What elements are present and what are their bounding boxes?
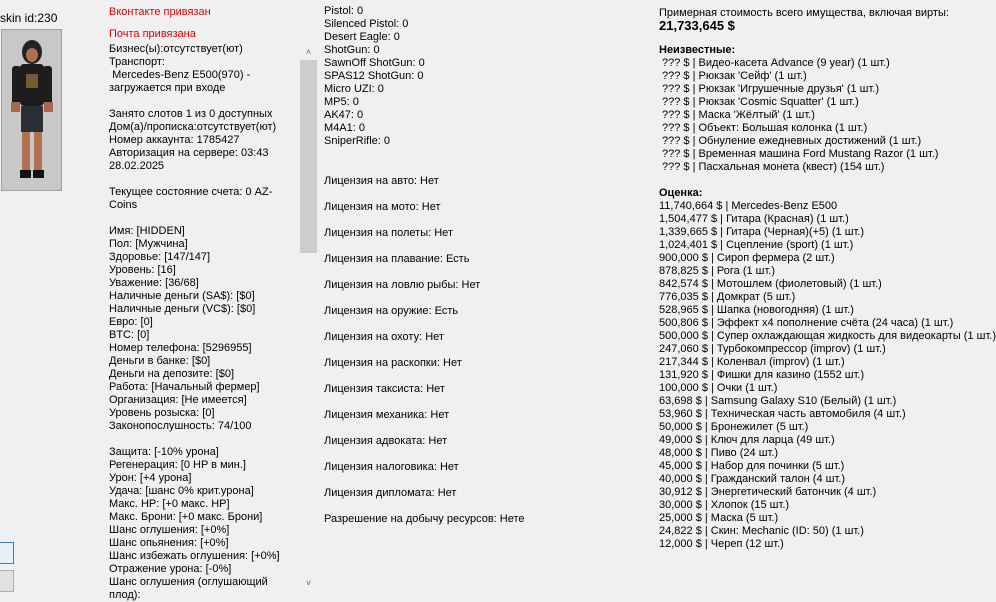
license-row: Лицензия на охоту: Нет (324, 331, 444, 343)
estimate-item-row: 1,339,665 $ | Гитара (Черная)(+5) (1 шт.) (659, 226, 865, 238)
estimate-title: Оценка: (659, 187, 703, 199)
unknown-item-row: ??? $ | Видео-касета Advance (9 year) (1 шт.) (662, 57, 890, 69)
info-line: Авторизация на сервере: 03:43 (109, 147, 269, 159)
left-button-2[interactable] (0, 570, 14, 592)
estimate-item-row: 11,740,664 $ | Mercedes-Benz E500 (659, 200, 838, 212)
info-line: Номер аккаунта: 1785427 (109, 134, 240, 146)
info-line: загружается при входе (109, 82, 226, 94)
estimate-item-row: 500,806 $ | Эффект x4 пополнение счёта (24 часа) (1 шт.) (659, 317, 954, 329)
estimate-item-row: 247,060 $ | Турбокомпрессор (improv) (1 шт.) (659, 343, 886, 355)
info-line: Текущее состояние счета: 0 AZ- (109, 186, 273, 198)
scroll-down-icon[interactable]: ˅ (305, 578, 312, 588)
info-line: Отражение урона: [-0%] (109, 563, 232, 575)
estimate-item-row: 63,698 $ | Samsung Galaxy S10 (Белый) (1 шт.) (659, 395, 897, 407)
unknown-item-row: ??? $ | Рюкзак 'Игрушечные друзья' (1 шт.) (662, 83, 880, 95)
character-figure-icon (2, 30, 61, 190)
info-line: Mercedes-Benz E500(970) - (109, 69, 251, 81)
estimate-item-row: 40,000 $ | Гражданский талон (4 шт.) (659, 473, 846, 485)
weapon-row: SawnOff ShotGun: 0 (324, 57, 425, 69)
weapon-row: SPAS12 ShotGun: 0 (324, 70, 424, 82)
account-info-list (109, 43, 299, 602)
info-line: Макс. HP: [+0 макс. HP] (109, 498, 230, 510)
info-line: Пол: [Мужчина] (109, 238, 188, 250)
unknown-item-row: ??? $ | Временная машина Ford Mustang Razor (1 шт.) (662, 148, 939, 160)
info-line: Организация: [Не имеется] (109, 394, 247, 406)
info-line: 28.02.2025 (109, 160, 165, 172)
license-row: Лицензия налоговика: Нет (324, 461, 459, 473)
estimate-item-row: 48,000 $ | Пиво (24 шт.) (659, 447, 779, 459)
info-line: Coins (109, 199, 138, 211)
estimate-item-row: 500,000 $ | Супер охлаждающая жидкость для видеокарты (1 шт.) (659, 330, 996, 342)
info-line: Работа: [Начальный фермер] (109, 381, 260, 393)
weapon-row: Desert Eagle: 0 (324, 31, 400, 43)
estimate-item-row: 842,574 $ | Мотошлем (фиолетовый) (1 шт.) (659, 278, 882, 290)
left-button-1[interactable] (0, 542, 14, 564)
unknown-item-row: ??? $ | Пасхальная монета (квест) (154 шт.) (662, 161, 885, 173)
estimate-item-row: 50,000 $ | Бронежилет (5 шт.) (659, 421, 809, 433)
info-line: Шанс оглушения: [+0%] (109, 524, 230, 536)
estimate-item-row: 528,965 $ | Шапка (новогодняя) (1 шт.) (659, 304, 854, 316)
info-line: Шанс опьянения: [+0%] (109, 537, 229, 549)
info-line: Номер телефона: [5296955] (109, 342, 252, 354)
estimate-item-row: 900,000 $ | Сироп фермера (2 шт.) (659, 252, 835, 264)
estimate-items-list (659, 200, 996, 551)
license-row: Лицензия на ловлю рыбы: Нет (324, 279, 481, 291)
license-row: Лицензия на раскопки: Нет (324, 357, 462, 369)
info-line: Уважение: [36/68] (109, 277, 199, 289)
estimate-item-row: 53,960 $ | Техническая часть автомобиля (4 шт.) (659, 408, 906, 420)
weapons-list (324, 5, 425, 148)
estimate-item-row: 878,825 $ | Рога (1 шт.) (659, 265, 776, 277)
estimate-item-row: 30,912 $ | Энергетический батончик (4 шт.) (659, 486, 877, 498)
info-line: Имя: [HIDDEN] (109, 225, 185, 237)
mail-status: Почта привязана (109, 28, 196, 40)
scroll-up-icon[interactable]: ˄ (305, 47, 312, 57)
info-line: Транспорт: (109, 56, 165, 68)
info-line: Занято слотов 1 из 0 доступных (109, 108, 273, 120)
unknown-title: Неизвестные: (659, 44, 736, 56)
skin-id-label: skin id:230 (0, 11, 58, 25)
info-line: Уровень розыска: [0] (109, 407, 215, 419)
vk-status: Вконтакте привязан (109, 6, 211, 18)
info-line: Наличные деньги (VC$): [$0] (109, 303, 256, 315)
license-row: Лицензия на плавание: Есть (324, 253, 470, 265)
unknown-item-row: ??? $ | Рюкзак 'Cosmic Squatter' (1 шт.) (662, 96, 859, 108)
info-line: Уровень: [16] (109, 264, 176, 276)
estimate-item-row: 25,000 $ | Маска (5 шт.) (659, 512, 779, 524)
unknown-items-list (662, 57, 938, 174)
info-line: Наличные деньги (SA$): [$0] (109, 290, 255, 302)
unknown-item-row: ??? $ | Маска 'Жёлтый' (1 шт.) (662, 109, 815, 121)
estimate-item-row: 100,000 $ | Очки (1 шт.) (659, 382, 778, 394)
info-line: Шанс оглушения (оглушающий плод): (109, 576, 271, 601)
estimate-item-row: 12,000 $ | Череп (12 шт.) (659, 538, 784, 550)
weapon-row: M4A1: 0 (324, 122, 365, 134)
estimate-item-row: 776,035 $ | Домкрат (5 шт.) (659, 291, 796, 303)
info-line (109, 173, 299, 186)
estimate-item-row: 30,000 $ | Хлопок (15 шт.) (659, 499, 790, 511)
info-line: Шанс избежать оглушения: [+0%] (109, 550, 280, 562)
unknown-item-row: ??? $ | Рюкзак 'Сейф' (1 шт.) (662, 70, 807, 82)
estimate-item-row: 49,000 $ | Ключ для ларца (49 шт.) (659, 434, 835, 446)
info-line: Регенерация: [0 HP в мин.] (109, 459, 246, 471)
info-line: Макс. Брони: [+0 макс. Брони] (109, 511, 263, 523)
license-row: Лицензия механика: Нет (324, 409, 450, 421)
info-line: Дом(а)/прописка:отсутствует(ют) (109, 121, 277, 133)
info-line: Евро: [0] (109, 316, 153, 328)
info-line: BTC: [0] (109, 329, 150, 341)
worth-title: Примерная стоимость всего имущества, включая вирты: (659, 7, 949, 19)
estimate-item-row: 131,920 $ | Фишки для казино (1552 шт.) (659, 369, 865, 381)
info-line: Законопослушность: 74/100 (109, 420, 252, 432)
info-line: Защита: [-10% урона] (109, 446, 219, 458)
info-line (109, 95, 299, 108)
info-line: Деньги на депозите: [$0] (109, 368, 235, 380)
weapon-row: Silenced Pistol: 0 (324, 18, 409, 30)
info-line (109, 212, 299, 225)
info-line: Деньги в банке: [$0] (109, 355, 211, 367)
license-row: Лицензия на полеты: Нет (324, 227, 453, 239)
skin-preview-image (1, 29, 62, 191)
info-line: Удача: [шанс 0% крит.урона] (109, 485, 254, 497)
estimate-item-row: 45,000 $ | Набор для починки (5 шт.) (659, 460, 845, 472)
license-row: Разрешение на добычу ресурсов: Нете (324, 513, 525, 525)
info-line: Здоровье: [147/147] (109, 251, 211, 263)
info-line: Урон: [+4 урона] (109, 472, 192, 484)
weapon-row: SniperRifle: 0 (324, 135, 391, 147)
weapon-row: AK47: 0 (324, 109, 364, 121)
weapon-row: ShotGun: 0 (324, 44, 380, 56)
worth-value: 21,733,645 $ (659, 18, 735, 33)
license-row: Лицензия на оружие: Есть (324, 305, 459, 317)
estimate-item-row: 1,504,477 $ | Гитара (Красная) (1 шт.) (659, 213, 849, 225)
unknown-item-row: ??? $ | Обнуление ежедневных достижений (1 шт.) (662, 135, 922, 147)
weapon-row: MP5: 0 (324, 96, 359, 108)
license-row: Лицензия на мото: Нет (324, 201, 441, 213)
weapon-row: Micro UZI: 0 (324, 83, 384, 95)
license-row: Лицензия дипломата: Нет (324, 487, 457, 499)
unknown-item-row: ??? $ | Объект: Большая колонка (1 шт.) (662, 122, 868, 134)
estimate-item-row: 24,822 $ | Скин: Mechanic (ID: 50) (1 шт.) (659, 525, 864, 537)
estimate-item-row: 1,024,401 $ | Сцепление (sport) (1 шт.) (659, 239, 854, 251)
scroll-thumb[interactable] (300, 60, 317, 253)
license-row: Лицензия на авто: Нет (324, 175, 439, 187)
license-row: Лицензия таксиста: Нет (324, 383, 445, 395)
info-line: Бизнес(ы):отсутствует(ют) (109, 43, 243, 55)
info-line (109, 433, 299, 446)
license-row: Лицензия адвоката: Нет (324, 435, 448, 447)
weapon-row: Pistol: 0 (324, 5, 364, 17)
estimate-item-row: 217,344 $ | Коленвал (improv) (1 шт.) (659, 356, 845, 368)
